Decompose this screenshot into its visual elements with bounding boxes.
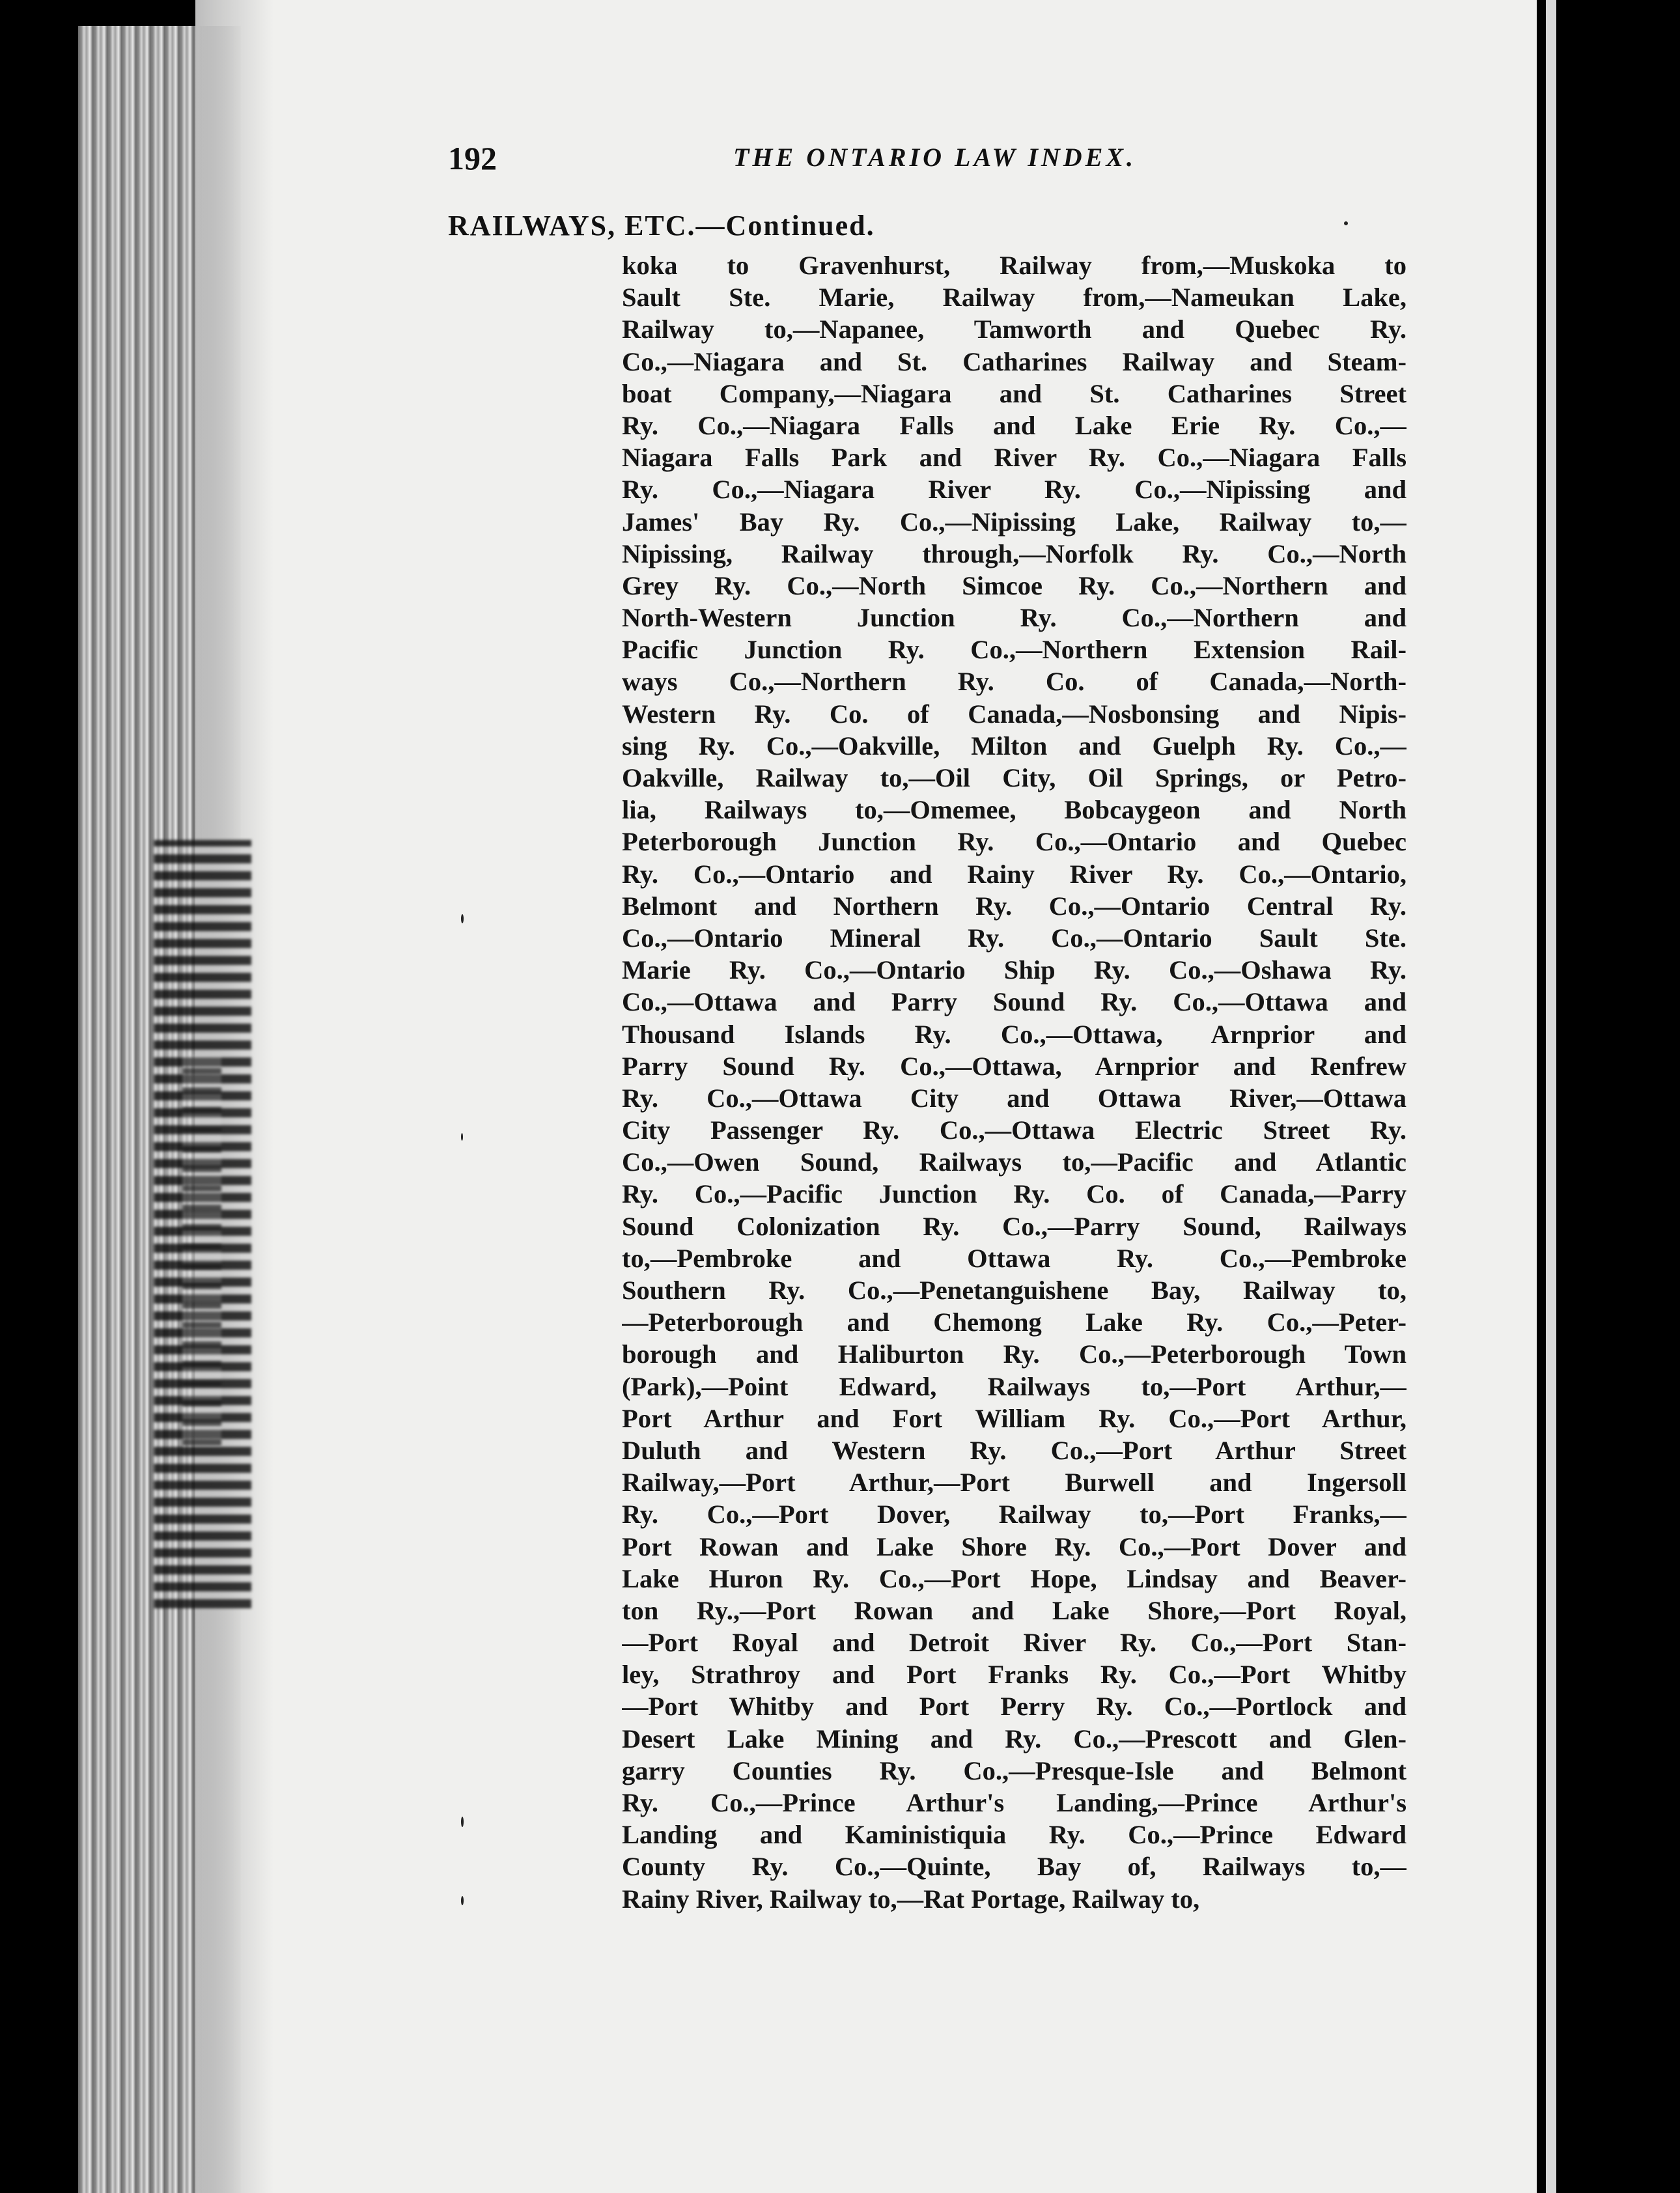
- right-black-border: [1537, 0, 1680, 2193]
- index-line: —Peterborough and Chemong Lake Ry. Co.,—Peter-: [622, 1307, 1407, 1337]
- index-line: borough and Haliburton Ry. Co.,—Peterborough Town: [622, 1339, 1407, 1369]
- index-line: Ry. Co.,—Ontario and Rainy River Ry. Co.,—Ontario,: [622, 859, 1407, 889]
- index-line: North-Western Junction Ry. Co.,—Northern and: [622, 603, 1407, 633]
- index-line: boat Company,—Niagara and St. Catharines Street: [622, 378, 1407, 408]
- index-line: ways Co.,—Northern Ry. Co. of Canada,—North-: [622, 667, 1407, 697]
- index-line: Desert Lake Mining and Ry. Co.,—Prescott and Glen-: [622, 1724, 1407, 1753]
- index-line: Sound Colonization Ry. Co.,—Parry Sound, Railways: [622, 1211, 1407, 1241]
- running-head: THE ONTARIO LAW INDEX.: [733, 143, 1137, 172]
- index-line: Duluth and Western Ry. Co.,—Port Arthur Street: [622, 1435, 1407, 1465]
- index-line: Peterborough Junction Ry. Co.,—Ontario and Quebec: [622, 827, 1407, 857]
- scan-speck: [461, 914, 464, 923]
- scan-speck: [461, 1133, 463, 1141]
- index-line: Co.,—Ottawa and Parry Sound Ry. Co.,—Ottawa and: [622, 987, 1407, 1017]
- spine-stamp-bleed-inner: [182, 1055, 221, 1446]
- index-line: Belmont and Northern Ry. Co.,—Ontario Central Ry.: [622, 891, 1407, 921]
- index-line: Co.,—Ontario Mineral Ry. Co.,—Ontario Sault Ste.: [622, 923, 1407, 953]
- index-line: Niagara Falls Park and River Ry. Co.,—Niagara Falls: [622, 443, 1407, 473]
- scan-speck: [461, 1896, 464, 1905]
- index-line: Ry. Co.,—Pacific Junction Ry. Co. of Canada,—Parry: [622, 1179, 1407, 1209]
- index-line: garry Counties Ry. Co.,—Presque-Isle and Belmont: [622, 1755, 1407, 1785]
- index-line: Ry. Co.,—Niagara River Ry. Co.,—Nipissing and: [622, 475, 1407, 505]
- index-line: Rainy River, Railway to,—Rat Portage, Railway to,: [622, 1884, 1200, 1914]
- index-line: koka to Gravenhurst, Railway from,—Muskoka to: [622, 251, 1407, 280]
- page-number: 192: [448, 140, 497, 176]
- index-line: lia, Railways to,—Omemee, Bobcaygeon and North: [622, 795, 1407, 825]
- index-line: to,—Pembroke and Ottawa Ry. Co.,—Pembroke: [622, 1243, 1407, 1273]
- index-line: sing Ry. Co.,—Oakville, Milton and Guelph Ry. Co.,—: [622, 731, 1407, 761]
- index-line: —Port Whitby and Port Perry Ry. Co.,—Portlock and: [622, 1692, 1407, 1722]
- index-line: City Passenger Ry. Co.,—Ottawa Electric Street Ry.: [622, 1115, 1407, 1145]
- index-line: Ry. Co.,—Prince Arthur's Landing,—Prince Arthur's: [622, 1788, 1407, 1817]
- index-line: Railway to,—Napanee, Tamworth and Quebec Ry.: [622, 314, 1407, 344]
- right-edge-line: [1546, 0, 1556, 2193]
- index-line: Thousand Islands Ry. Co.,—Ottawa, Arnprior and: [622, 1019, 1407, 1049]
- index-line: Southern Ry. Co.,—Penetanguishene Bay, Railway to,: [622, 1276, 1407, 1305]
- index-line: Port Arthur and Fort William Ry. Co.,—Port Arthur,: [622, 1403, 1407, 1433]
- scan-speck: [461, 1817, 464, 1827]
- index-line: Ry. Co.,—Niagara Falls and Lake Erie Ry. Co.,—: [622, 410, 1407, 440]
- index-line: Nipissing, Railway through,—Norfolk Ry. Co.,—North: [622, 538, 1407, 568]
- index-line: James' Bay Ry. Co.,—Nipissing Lake, Railway to,—: [622, 507, 1407, 537]
- index-line: Railway,—Port Arthur,—Port Burwell and Ingersoll: [622, 1468, 1407, 1498]
- index-line: Ry. Co.,—Port Dover, Railway to,—Port Franks,—: [622, 1500, 1407, 1530]
- index-line: County Ry. Co.,—Quinte, Bay of, Railways to,—: [622, 1852, 1407, 1882]
- index-line: —Port Royal and Detroit River Ry. Co.,—Port Stan-: [622, 1628, 1407, 1658]
- index-line: Western Ry. Co. of Canada,—Nosbonsing and Nipis-: [622, 699, 1407, 729]
- index-line: ton Ry.,—Port Rowan and Lake Shore,—Port Royal,: [622, 1595, 1407, 1625]
- index-line: ley, Strathroy and Port Franks Ry. Co.,—Port Whitby: [622, 1660, 1407, 1690]
- index-line: Oakville, Railway to,—Oil City, Oil Springs, or Petro-: [622, 763, 1407, 792]
- index-line: (Park),—Point Edward, Railways to,—Port Arthur,—: [622, 1371, 1407, 1401]
- index-line: Pacific Junction Ry. Co.,—Northern Extension Rail-: [622, 635, 1407, 665]
- index-line: Sault Ste. Marie, Railway from,—Nameukan Lake,: [622, 283, 1407, 313]
- index-line: Port Rowan and Lake Shore Ry. Co.,—Port Dover and: [622, 1531, 1407, 1561]
- index-line: Landing and Kaministiquia Ry. Co.,—Prince Edward: [622, 1820, 1407, 1850]
- section-heading: RAILWAYS, ETC.—Continued.: [448, 210, 875, 242]
- index-line: Lake Huron Ry. Co.,—Port Hope, Lindsay and Beaver-: [622, 1563, 1407, 1593]
- scan-speck: [1344, 221, 1348, 225]
- index-line: Grey Ry. Co.,—North Simcoe Ry. Co.,—Northern and: [622, 570, 1407, 600]
- index-line: Marie Ry. Co.,—Ontario Ship Ry. Co.,—Oshawa Ry.: [622, 955, 1407, 985]
- index-line: Parry Sound Ry. Co.,—Ottawa, Arnprior and Renfrew: [622, 1051, 1407, 1081]
- index-line: Ry. Co.,—Ottawa City and Ottawa River,—Ottawa: [622, 1083, 1407, 1113]
- index-line: Co.,—Niagara and St. Catharines Railway and Steam-: [622, 346, 1407, 376]
- index-line: Co.,—Owen Sound, Railways to,—Pacific and Atlantic: [622, 1147, 1407, 1177]
- index-entries: [622, 249, 1407, 1915]
